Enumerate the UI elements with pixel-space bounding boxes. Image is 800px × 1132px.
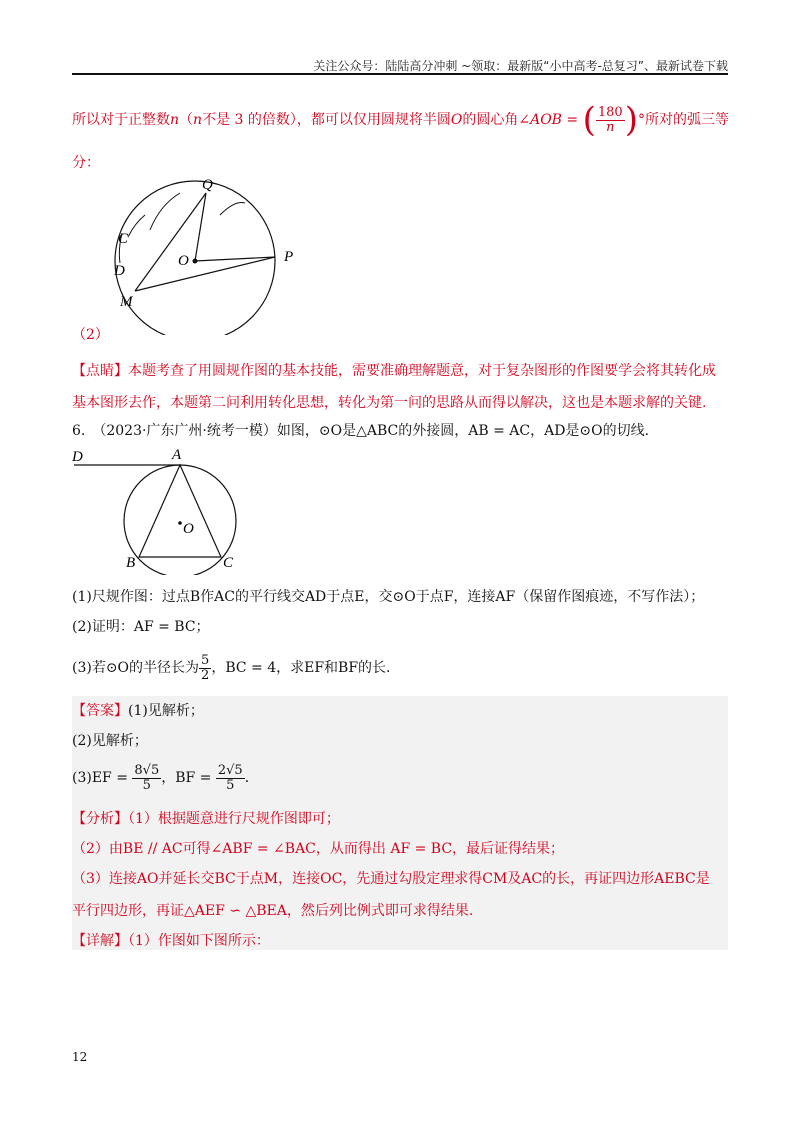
detail-tag: 【详解】	[72, 933, 128, 949]
answer-line-2: (2)见解析；	[72, 733, 148, 749]
fraction-denominator: n	[606, 119, 615, 135]
fraction	[596, 106, 625, 135]
label-A: A	[172, 447, 182, 463]
text-segment: （1）根据题意进行尺规作图即可；	[128, 811, 340, 827]
text-segment: （1）作图如下图所示：	[128, 933, 270, 949]
answer-line-1	[72, 700, 732, 722]
label-O: O	[183, 521, 194, 537]
subquestion-1: (1)尺规作图：过点B作AC的平行线交AD于点E，交⊙O于点F，连接AF（保留作图痕迹，不写作法）；	[72, 589, 705, 605]
subquestion-2: (2)证明：AF = BC；	[72, 619, 210, 635]
segment-OQ	[195, 193, 206, 261]
fraction-numerator: 8√5	[134, 762, 160, 778]
fraction-numerator: 5	[201, 652, 210, 668]
fraction	[132, 764, 161, 793]
math-var: n	[193, 112, 203, 128]
circle	[124, 465, 236, 575]
label-P: P	[284, 249, 294, 265]
subquestion-3	[72, 650, 732, 686]
math-var: O	[450, 112, 463, 128]
page-header: 关注公众号：陆陆高分冲刺 ~领取：最新版“小中高考-总复习”、最新试卷下载	[313, 59, 728, 73]
label-M: M	[120, 294, 133, 310]
comment-tag: 【点睛】	[72, 363, 128, 379]
label-C: C	[118, 231, 129, 247]
part-2-label: （2）	[72, 327, 109, 343]
detail-line-1	[72, 930, 732, 952]
triangle-ABC	[139, 465, 221, 557]
label-C: C	[223, 555, 234, 571]
fraction-denominator: 5	[142, 777, 151, 793]
arc-trace	[220, 203, 245, 216]
text-segment: (1)见解析；	[128, 703, 204, 719]
arc-trace	[150, 193, 180, 230]
text-segment: 不是 3 的倍数），都可以仅用圆规将半圆	[202, 112, 451, 128]
arc-trace	[128, 215, 145, 237]
text-segment: 所对的弧三等	[644, 112, 729, 128]
center-dot	[193, 259, 198, 264]
analysis-tag: 【分析】	[72, 811, 128, 827]
circle-arc-figure	[100, 175, 310, 335]
text-segment: （	[179, 112, 194, 128]
fraction-numerator: 180	[597, 104, 623, 120]
paren-close: )	[624, 100, 638, 140]
text-segment: ，BF =	[161, 770, 216, 786]
text-segment: (3)EF =	[72, 770, 133, 786]
analysis-line-1	[72, 808, 732, 830]
label-D: D	[72, 449, 83, 465]
degree-sign: °	[637, 112, 645, 128]
label-O: O	[178, 253, 189, 269]
text-segment: ，BC = 4，求EF和BF的长.	[211, 660, 391, 676]
question-6: 6. （2023·广东广州·统考一模）如图，⊙O是△ABC的外接圆，AB = AC，AD是⊙O的切线.	[72, 423, 650, 439]
fraction	[199, 654, 211, 683]
text-segment: 的圆心角∠	[462, 112, 531, 128]
text-segment: 本题考查了用圆规作图的基本技能，需要准确理解题意，对于复杂图形的作图要学会将其转化成	[128, 363, 716, 379]
comment-line-2: 基本图形去作，本题第二问利用转化思想，转化为第一问的思路从而得以解决，这也是本题求解的关键.	[72, 395, 707, 411]
answer-tag: 【答案】	[72, 703, 128, 719]
label-B: B	[126, 555, 136, 571]
text-segment: .	[244, 770, 250, 786]
paragraph-line-1	[72, 100, 732, 140]
paren-open: (	[582, 100, 596, 140]
text-segment: 所以对于正整数	[72, 112, 170, 128]
analysis-line-4: 平行四边形，再证△AEF ∽ △BEA，然后列比例式即可求得结果.	[72, 903, 474, 919]
label-D: D	[114, 263, 125, 279]
text-segment: (3)若⊙O的半径长为	[72, 660, 200, 676]
math-var: n	[170, 112, 180, 128]
header-rule	[72, 73, 728, 75]
fraction-numerator: 2√5	[217, 762, 243, 778]
fraction-denominator: 5	[226, 777, 235, 793]
answer-line-3	[72, 760, 732, 796]
center-dot	[178, 521, 182, 525]
circumscribed-triangle-figure	[68, 445, 258, 575]
fraction	[216, 764, 245, 793]
text-segment: =	[561, 112, 583, 128]
paragraph-line-2: 分：	[72, 155, 100, 171]
fraction-denominator: 2	[201, 667, 210, 683]
label-Q: Q	[202, 177, 213, 193]
math-var: AOB	[530, 112, 562, 128]
page-number: 12	[72, 1050, 88, 1064]
analysis-line-2: （2）由BE // AC可得∠ABF = ∠BAC，从而得出 AF = BC，最后证得结果；	[72, 841, 565, 857]
analysis-line-3: （3）连接AO并延长交BC于点M，连接OC，先通过勾股定理求得CM及AC的长，再证四边形AEBC是	[72, 871, 710, 887]
comment-line-1	[72, 360, 732, 382]
